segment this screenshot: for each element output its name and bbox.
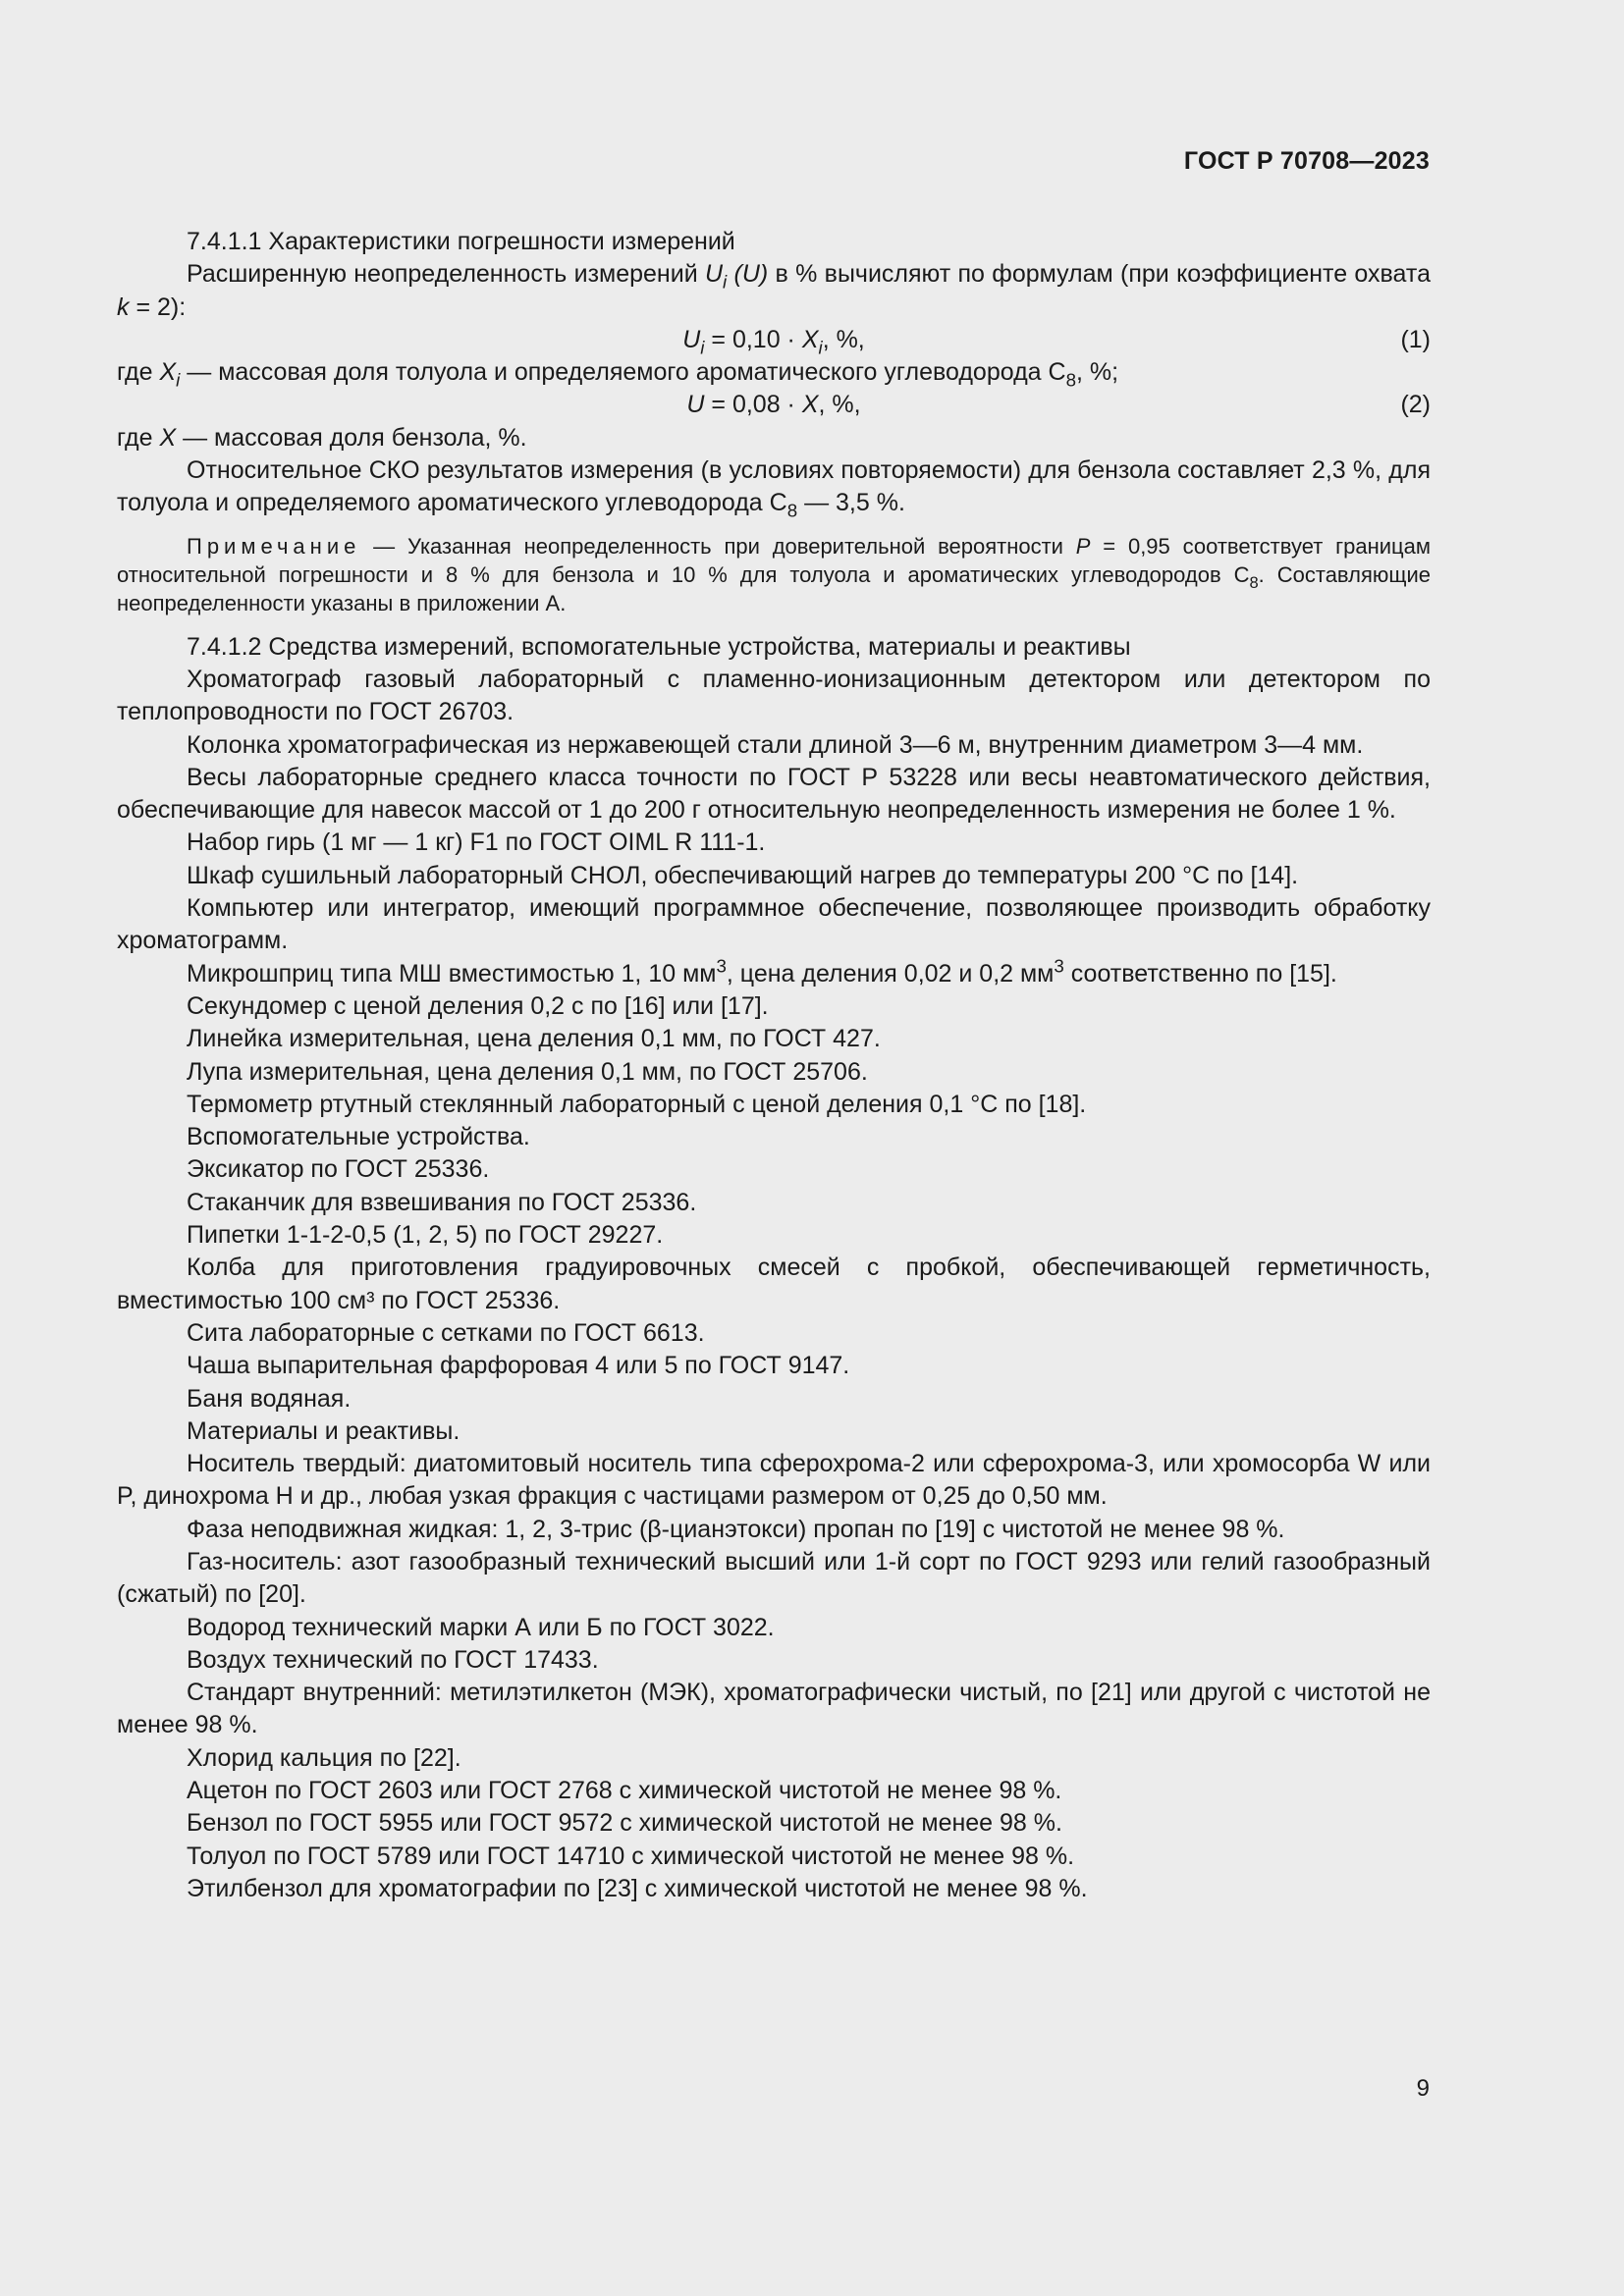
list-item: Вспомогательные устройства. xyxy=(187,1123,530,1151)
list-item: Водород технический марки А или Б по ГОСТ 3022. xyxy=(187,1613,775,1641)
list-item: Фаза неподвижная жидкая: 1, 2, 3-трис (β-цианэтокси) пропан по [19] с чистотой не менее 98 %. xyxy=(187,1515,1285,1543)
list-item: Сита лабораторные с сетками по ГОСТ 6613. xyxy=(187,1318,705,1347)
section-heading-7-4-1-2: 7.4.1.2 Средства измерений, вспомогательные устройства, материалы и реактивы xyxy=(187,632,1131,661)
list-item: Линейка измерительная, цена деления 0,1 мм, по ГОСТ 427. xyxy=(187,1025,881,1053)
list-item: Баня водяная. xyxy=(187,1384,352,1413)
section-heading-7-4-1-1: 7.4.1.1 Характеристики погрешности измерений xyxy=(187,228,735,255)
list-item: Ацетон по ГОСТ 2603 или ГОСТ 2768 с химической чистотой не менее 98 %. xyxy=(187,1777,1062,1805)
list-item: Секундомер с ценой деления 0,2 с по [16] или [17]. xyxy=(187,991,769,1020)
note-label: Примечание xyxy=(187,533,361,559)
formula-2-number: (2) xyxy=(1400,391,1431,419)
list-item: Хроматограф газовый лабораторный с пламенно-ионизационным детектором или детектором по теплопроводности по ГОСТ 26703. xyxy=(117,665,1431,726)
list-item: Колонка хроматографическая из нержавеющей стали длиной 3—6 м, внутренним диаметром 3—4 мм. xyxy=(187,730,1364,759)
intro-paragraph: Расширенную неопределенность измерений $U_i$ (U) в % вычисляют по формулам (при коэффициенте охвата k = 2): xyxy=(117,260,1431,321)
list-item: Бензол по ГОСТ 5955 или ГОСТ 9572 с химической чистотой не менее 98 %. xyxy=(187,1809,1062,1838)
list-item: Набор гирь (1 мг — 1 кг) F1 по ГОСТ OIML R 111-1. xyxy=(187,828,766,857)
list-item: Стандарт внутренний: метилэтилкетон (МЭК), хроматографически чистый, по [21] или другой с чистотой не менее 98 %. xyxy=(117,1679,1431,1739)
list-item-microsyringe: Микрошприц типа МШ вместимостью 1, 10 $мм^3$, цена деления 0,02 и 0,2 $мм^3$ соответственно по [15]. xyxy=(187,955,1337,988)
list-item: Воздух технический по ГОСТ 17433. xyxy=(187,1645,599,1674)
list-item: Шкаф сушильный лабораторный СНОЛ, обеспечивающий нагрев до температуры 200 °С по [14]. xyxy=(187,861,1299,889)
list-item: Материалы и реактивы. xyxy=(187,1416,460,1445)
formula-1: $U_i = 0,10 \cdot X_i$, %, (1) xyxy=(682,325,1431,358)
list-item: Колба для приготовления градуировочных смесей с пробкой, обеспечивающей герметичность, вместимостью 100 см³ по ГОСТ 25336. xyxy=(117,1254,1431,1314)
list-item: Стаканчик для взвешивания по ГОСТ 25336. xyxy=(187,1188,697,1216)
page-number: 9 xyxy=(1416,2075,1430,2102)
list-item: Газ-носитель: азот газообразный технический высший или 1-й сорт по ГОСТ 9293 или гелий газообразный (сжатый) по [20]. xyxy=(117,1547,1431,1609)
document-header: ГОСТ Р 70708—2023 xyxy=(1183,147,1430,175)
where-clause-1: где $X_i$ — массовая доля толуола и определяемого ароматического углеводорода $С_8$, %; xyxy=(117,358,1119,391)
list-item: Эксикатор по ГОСТ 25336. xyxy=(187,1155,490,1184)
list-item: Этилбензол для хроматографии по [23] с химической чистотой не менее 98 %. xyxy=(187,1874,1088,1902)
page-content xyxy=(117,226,1431,1905)
list-item: Термометр ртутный стеклянный лабораторный с ценой деления 0,1 °С по [18]. xyxy=(187,1090,1087,1118)
list-item: Толуол по ГОСТ 5789 или ГОСТ 14710 с химической чистотой не менее 98 %. xyxy=(187,1842,1075,1870)
sko-paragraph: Относительное СКО результатов измерения (в условиях повторяемости) для бензола составляет 2,3 %, для толуола и определяемого ароматического углеводорода $С_8$ — 3,5 %. xyxy=(117,456,1431,521)
list-item: Пипетки 1-1-2-0,5 (1, 2, 5) по ГОСТ 29227. xyxy=(187,1221,664,1250)
formula-2: U = 0,08 · X, %, (2) xyxy=(117,389,1431,421)
where-clause-2: где X — массовая доля бензола, %. xyxy=(117,423,527,452)
list-item: Хлорид кальция по [22]. xyxy=(187,1743,461,1772)
list-item: Лупа измерительная, цена деления 0,1 мм, по ГОСТ 25706. xyxy=(187,1057,868,1086)
list-item: Носитель твердый: диатомитовый носитель типа сферохрома-2 или сферохрома-3, или хромосорба W или P, динохрома Н и др., любая узкая фракция с частицами размером от 0,25 до 0,50 мм. xyxy=(117,1450,1431,1511)
list-item: Компьютер или интегратор, имеющий программное обеспечение, позволяющее производить обработку хроматограмм. xyxy=(117,894,1431,955)
list-item: Чаша выпарительная фарфоровая 4 или 5 по ГОСТ 9147. xyxy=(187,1352,850,1380)
note-paragraph: Примечание — Указанная неопределенность при доверительной вероятности P = 0,95 соответствует границам относительной погрешности и 8 % для бензола и 10 % для толуола и ароматических углеводородов $С_8$. Составляющие неопределенности указаны в приложении А. xyxy=(117,533,1431,615)
list-item: Весы лабораторные среднего класса точности по ГОСТ Р 53228 или весы неавтоматического действия, обеспечивающие для навесок массой от 1 до 200 г относительную неопределенность измерения не более 1 %. xyxy=(117,763,1431,825)
formula-1-number: (1) xyxy=(1400,325,1431,353)
